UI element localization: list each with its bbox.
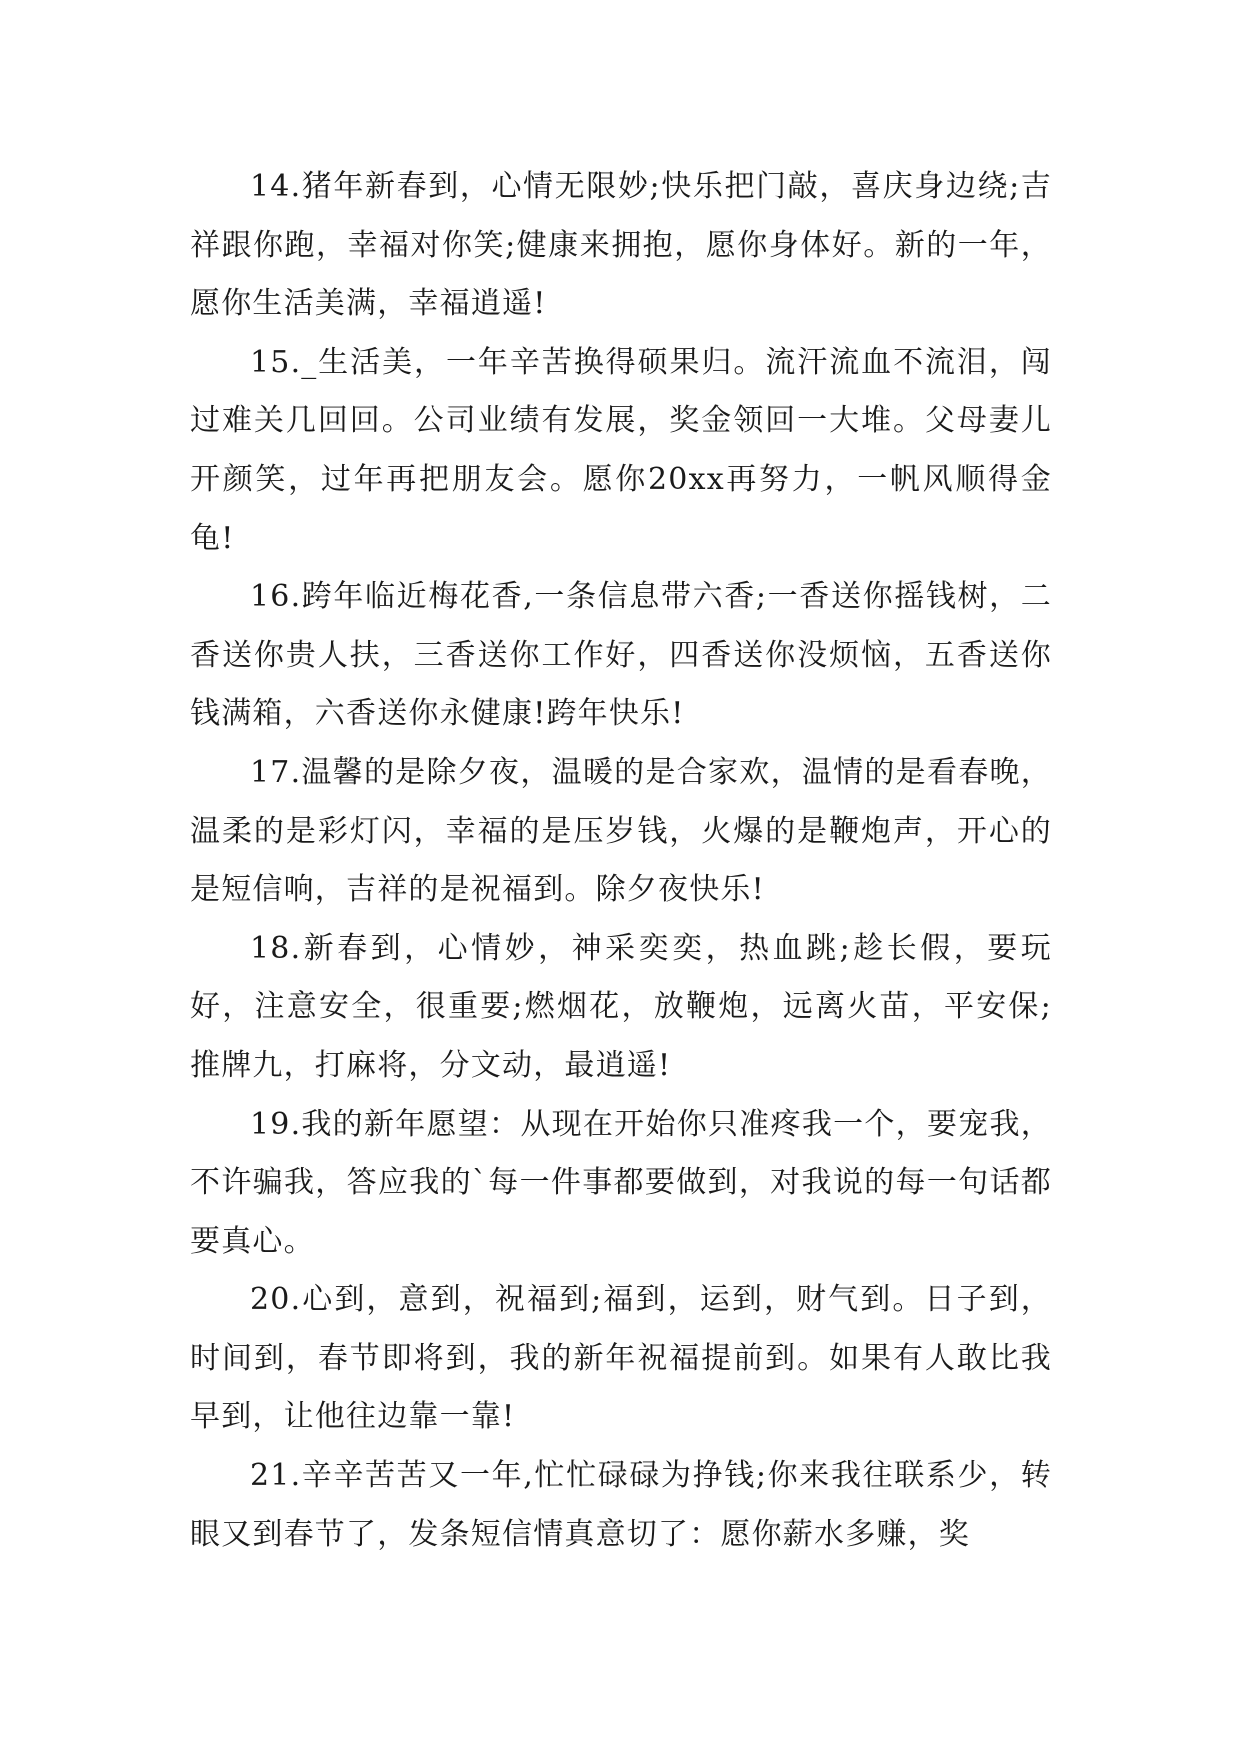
paragraph-17: 17.温馨的是除夕夜，温暖的是合家欢，温情的是看春晚，温柔的是彩灯闪，幸福的是压岁钱，火爆的是鞭炮声，开心的是短信响，吉祥的是祝福到。除夕夜快乐! xyxy=(190,754,1052,908)
paragraph-21: 21.辛辛苦苦又一年,忙忙碌碌为挣钱;你来我往联系少，转眼又到春节了，发条短信情真意切了：愿你薪水多赚，奖 xyxy=(190,1458,1052,1552)
paragraph-14: 14.猪年新春到，心情无限妙;快乐把门敲，喜庆身边绕;吉祥跟你跑，幸福对你笑;健康来拥抱，愿你身体好。新的一年，愿你生活美满，幸福逍遥! xyxy=(190,169,1052,322)
paragraph-16: 16.跨年临近梅花香,一条信息带六香;一香送你摇钱树，二香送你贵人扶，三香送你工作好，四香送你没烦恼，五香送你钱满箱，六香送你永健康!跨年快乐! xyxy=(190,579,1052,732)
document-body xyxy=(190,158,1052,1564)
paragraph-20: 20.心到，意到，祝福到;福到，运到，财气到。日子到，时间到，春节即将到，我的新年祝福提前到。如果有人敢比我早到，让他往边靠一靠! xyxy=(190,1282,1052,1435)
paragraph-15: 15._生活美，一年辛苦换得硕果归。流汗流血不流泪，闯过难关几回回。公司业绩有发展，奖金领回一大堆。父母妻儿开颜笑，过年再把朋友会。愿你20xx再努力，一帆风顺得金龟! xyxy=(190,344,1052,556)
paragraph-18: 18.新春到，心情妙，神采奕奕，热血跳;趁长假，要玩好，注意安全，很重要;燃烟花，放鞭炮，远离火苗，平安保;推牌九，打麻将，分文动，最逍遥! xyxy=(190,930,1052,1083)
paragraph-19: 19.我的新年愿望：从现在开始你只准疼我一个，要宠我，不许骗我，答应我的`每一件事都要做到，对我说的每一句话都要真心。 xyxy=(190,1106,1052,1259)
